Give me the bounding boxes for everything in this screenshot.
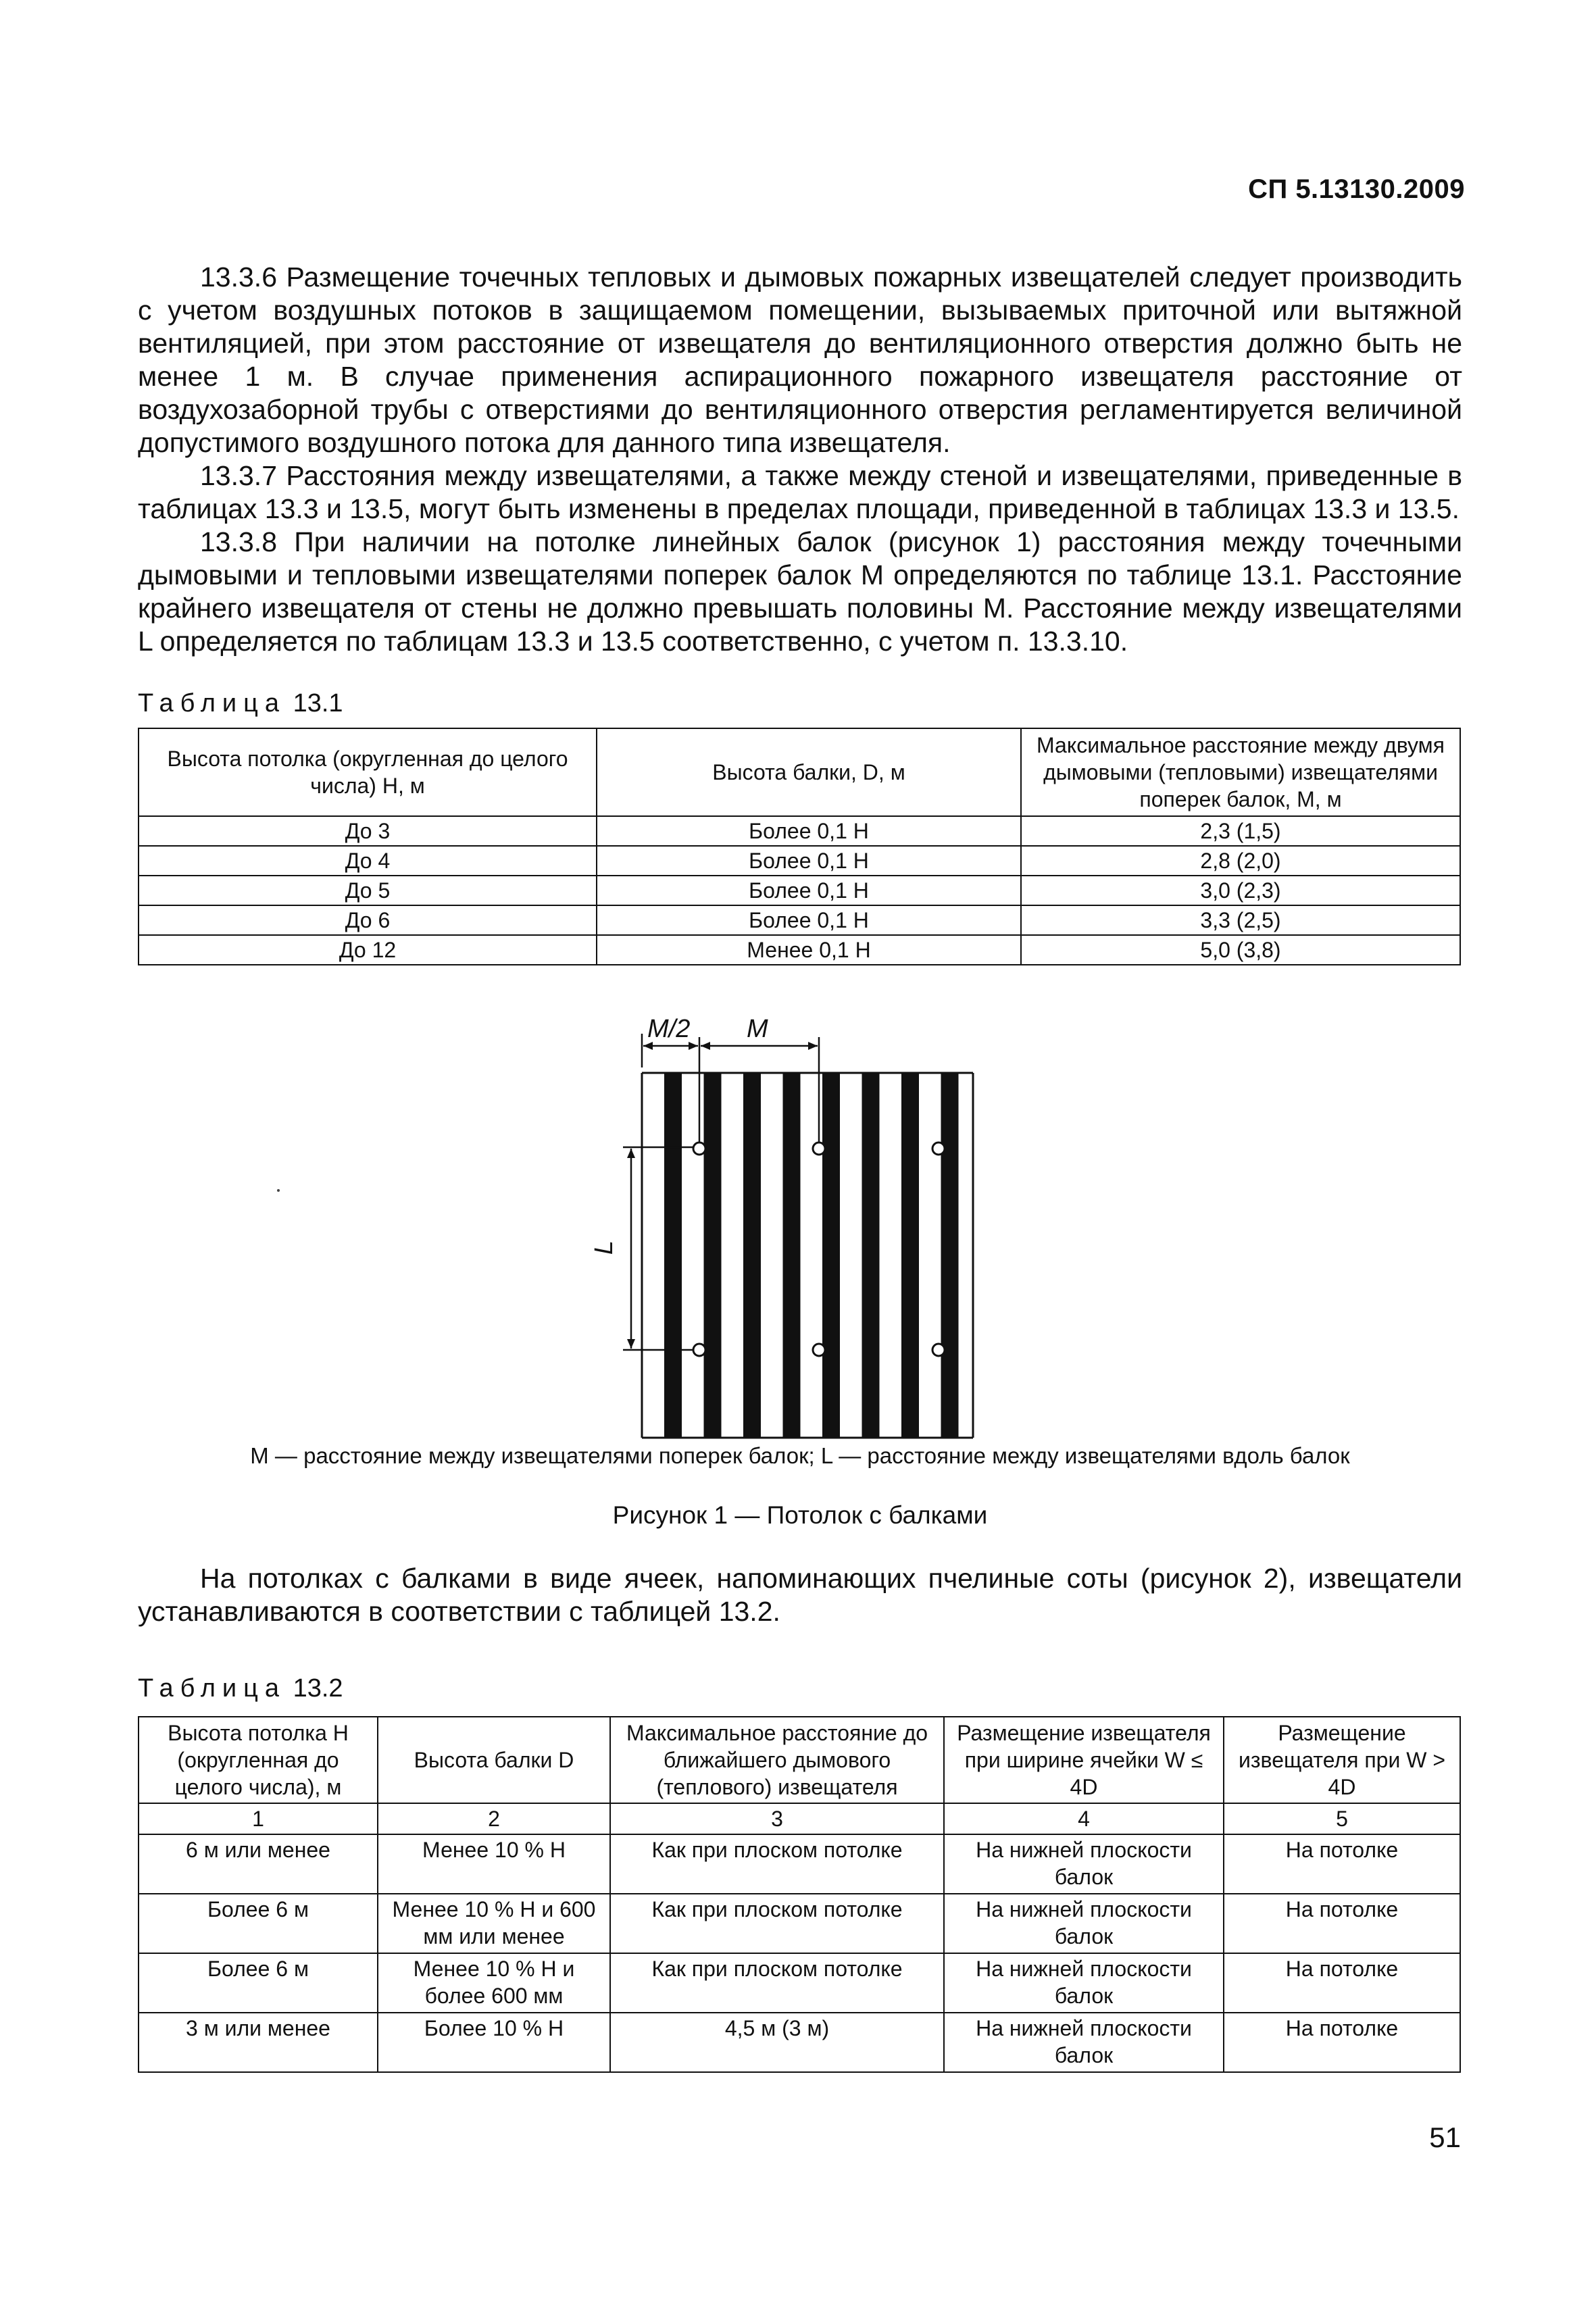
table-cell: Менее 10 % Н и 600 мм или менее xyxy=(378,1894,610,1953)
table-cell: До 6 xyxy=(139,905,597,935)
detector-icon xyxy=(932,1344,945,1356)
table-cell: До 5 xyxy=(139,876,597,905)
table-cell: Более 0,1 Н xyxy=(597,846,1021,876)
column-number: 2 xyxy=(378,1803,610,1834)
label-m: M xyxy=(747,1015,768,1043)
table2-caption: Таблица 13.2 xyxy=(138,1674,343,1703)
table-cell: 2,3 (1,5) xyxy=(1021,816,1460,846)
table-cell: Менее 10 % Н xyxy=(378,1834,610,1894)
table-cell: 6 м или менее xyxy=(139,1834,378,1894)
beam-stripe xyxy=(941,1073,959,1438)
table-cell: На потолке xyxy=(1224,1834,1460,1894)
beam-stripe xyxy=(704,1073,722,1438)
table-cell: До 3 xyxy=(139,816,597,846)
detector-icon xyxy=(693,1344,705,1356)
column-number: 1 xyxy=(139,1803,378,1834)
figure-title: Рисунок 1 — Потолок с балками xyxy=(612,1501,988,1529)
table-cell: До 4 xyxy=(139,846,597,876)
header-placement-wide: Размещение извещателя при W > 4D xyxy=(1224,1717,1460,1803)
header-max-distance: Максимальное расстояние до ближайшего дымового (теплового) извещателя xyxy=(610,1717,944,1803)
table-cell: 3,0 (2,3) xyxy=(1021,876,1460,905)
honeycomb-paragraph xyxy=(138,1562,1462,1628)
column-number: 5 xyxy=(1224,1803,1460,1834)
table-13-2 xyxy=(138,1716,1461,2073)
header-max-distance: Максимальное расстояние между двумя дымовыми (тепловыми) извещателями поперек балок, M, м xyxy=(1021,728,1460,816)
table-header-row xyxy=(139,1717,1460,1803)
table-row xyxy=(139,1953,1460,2013)
column-number-row xyxy=(139,1803,1460,1834)
beam-stripe xyxy=(783,1073,801,1438)
label-m-half: M/2 xyxy=(647,1015,691,1043)
table-cell: Менее 10 % Н и более 600 мм xyxy=(378,1953,610,2013)
honeycomb-text: На потолках с балками в виде ячеек, напоминающих пчелиные соты (рисунок 2), извещатели устанавливаются в соответствии с таблицей 13.2. xyxy=(138,1563,1462,1627)
table-cell: Менее 0,1 Н xyxy=(597,935,1021,965)
table-cell: На нижней плоскости балок xyxy=(944,2013,1224,2072)
header-placement-narrow: Размещение извещателя при ширине ячейки W ≤ 4D xyxy=(944,1717,1224,1803)
header-ceiling-height: Высота потолка (округленная до целого числа) H, м xyxy=(139,728,597,816)
table-cell: 4,5 м (3 м) xyxy=(610,2013,944,2072)
table-cell: На потолке xyxy=(1224,1953,1460,2013)
table-cell: 2,8 (2,0) xyxy=(1021,846,1460,876)
detector-icon xyxy=(813,1142,825,1155)
header-beam-height: Высота балки, D, м xyxy=(597,728,1021,816)
page-number: 51 xyxy=(1429,2121,1461,2153)
table1-caption: Таблица 13.1 xyxy=(138,689,343,718)
beam-stripe xyxy=(901,1073,919,1438)
table-cell: Как при плоском потолке xyxy=(610,1834,944,1894)
table-row xyxy=(139,1894,1460,1953)
beam-stripe xyxy=(822,1073,840,1438)
table-cell: Более 6 м xyxy=(139,1894,378,1953)
table-cell: Более 0,1 Н xyxy=(597,905,1021,935)
table-cell: 3 м или менее xyxy=(139,2013,378,2072)
document-code: СП 5.13130.2009 xyxy=(1248,174,1465,204)
paragraph-13-3-8: 13.3.8 При наличии на потолке линейных балок (рисунок 1) расстояния между точечными дымовыми и тепловыми извещателями поперек балок M определяются по таблице 13.1. Расстояние крайнего извещателя от стены не должно превышать половины M. Расстояние между извещателями L определяется по таблицам 13.3 и 13.5 соответственно, с учетом п. 13.3.10. xyxy=(138,526,1462,657)
label-l: L xyxy=(590,1240,619,1255)
table-cell: На нижней плоскости балок xyxy=(944,1894,1224,1953)
table-row xyxy=(139,1834,1460,1894)
detector-icon xyxy=(693,1142,705,1155)
table-row xyxy=(139,2013,1460,2072)
beam-stripe xyxy=(743,1073,761,1438)
detector-icon xyxy=(813,1344,825,1356)
column-number: 4 xyxy=(944,1803,1224,1834)
detector-icon xyxy=(932,1142,945,1155)
table-cell: 3,3 (2,5) xyxy=(1021,905,1460,935)
table-cell: Как при плоском потолке xyxy=(610,1953,944,2013)
table-cell: На нижней плоскости балок xyxy=(944,1953,1224,2013)
table-cell: Более 0,1 Н xyxy=(597,876,1021,905)
column-number: 3 xyxy=(610,1803,944,1834)
paragraph-13-3-6: 13.3.6 Размещение точечных тепловых и дымовых пожарных извещателей следует производить с учетом воздушных потоков в защищаемом помещении, вызываемых приточной или вытяжной вентиляцией, при этом расстояние от извещателя до вентиляционного отверстия должно быть не менее 1 м. В случае применения аспирационного пожарного извещателя расстояние от воздухозаборной трубы с отверстиями до вентиляционного отверстия регламентируется величиной допустимого воздушного потока для данного типа извещателя. xyxy=(138,261,1462,458)
figure-frame xyxy=(642,1073,973,1438)
table-cell: До 12 xyxy=(139,935,597,965)
paragraph-13-3-7: 13.3.7 Расстояния между извещателями, а также между стеной и извещателями, приведенные в таблицах 13.3 и 13.5, могут быть изменены в пределах площади, приведенной в таблицах 13.3 и 13.5. xyxy=(138,460,1462,524)
stray-mark xyxy=(277,1189,280,1192)
table-cell: На потолке xyxy=(1224,2013,1460,2072)
table-cell: На нижней плоскости балок xyxy=(944,1834,1224,1894)
header-ceiling-height: Высота потолка H (округленная до целого числа), м xyxy=(139,1717,378,1803)
header-beam-height: Высота балки D xyxy=(378,1717,610,1803)
beam-stripe xyxy=(862,1073,880,1438)
table-cell: 5,0 (3,8) xyxy=(1021,935,1460,965)
table-cell: Более 6 м xyxy=(139,1953,378,2013)
beam-stripes xyxy=(664,1073,959,1438)
beam-stripe xyxy=(664,1073,682,1438)
table-cell: Более 0,1 Н xyxy=(597,816,1021,846)
table-cell: Как при плоском потолке xyxy=(610,1894,944,1953)
table-cell: На потолке xyxy=(1224,1894,1460,1953)
figure-legend: M — расстояние между извещателями поперек балок; L — расстояние между извещателями вдоль балок xyxy=(250,1443,1350,1468)
table-cell: Более 10 % Н xyxy=(378,2013,610,2072)
